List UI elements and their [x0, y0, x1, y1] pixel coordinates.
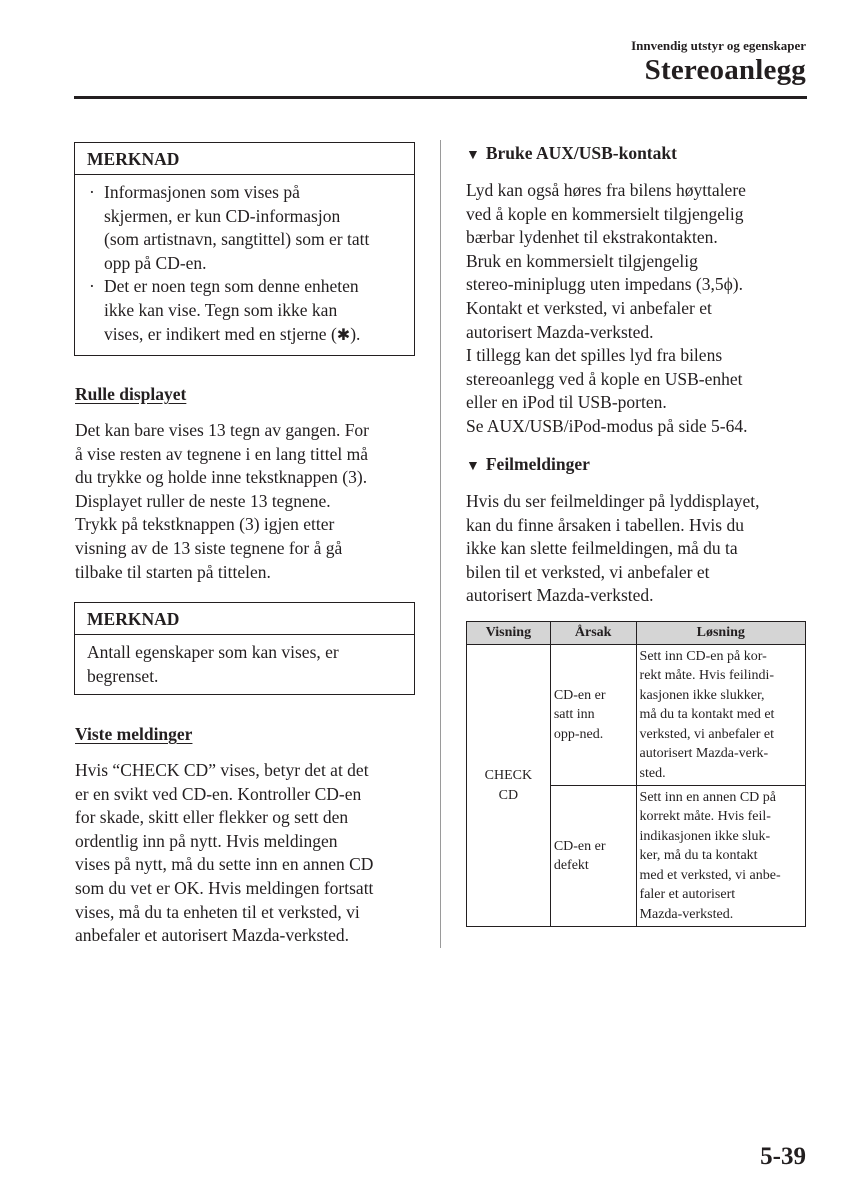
text-line: vises, må du ta enheten til et verksted, vi [75, 901, 360, 922]
text-line: ker, må du ta kontakt [639, 848, 758, 864]
section-title-aux [466, 143, 677, 164]
text-line: autorisert Mazda-verk- [639, 746, 769, 762]
text-line: satt inn [553, 707, 595, 723]
text-line: må du ta kontakt med et [639, 707, 775, 723]
page-title: Stereoanlegg [644, 54, 806, 86]
note-box-display-info [74, 142, 415, 356]
text-line: Mazda-verksted. [639, 906, 734, 922]
header-rule [74, 96, 807, 99]
solution-cell [636, 786, 805, 927]
aux-paragraph [466, 179, 747, 439]
text-line: anbefaler et autorisert Mazda-verksted. [75, 925, 350, 946]
text-line: ikke kan vise. Tegn som ikke kan [104, 299, 338, 320]
text-line: visning av de 13 siste tegnene for å gå [75, 537, 343, 558]
text-line: bærbar lydenhet til ekstrakontakten. [466, 227, 718, 248]
note-body [75, 635, 414, 694]
text-line: opp-ned. [553, 726, 604, 742]
bullet-dot: · [89, 182, 95, 202]
triangle-down-icon: ▼ [466, 148, 480, 163]
text-line: Sett inn en annen CD på [639, 790, 777, 806]
column-header-solution: Løsning [636, 622, 805, 645]
text-line: kan du finne årsaken i tabellen. Hvis du [466, 514, 744, 535]
text-line: ved å kople en kommersielt tilgjengelig [466, 203, 744, 224]
messages-paragraph [75, 759, 373, 948]
bullet-dot: · [89, 276, 95, 297]
text-line: Det er noen tegn som denne enheten [104, 276, 359, 297]
column-header-cause: Årsak [550, 622, 636, 645]
text-line: stereoanlegg ved å kople en USB-enhet [466, 368, 743, 389]
scroll-paragraph [75, 419, 369, 584]
section-title-scroll: Rulle displayet [75, 384, 187, 404]
text-line: begrenset. [87, 665, 159, 686]
text-line: med et verksted, vi anbe- [639, 867, 781, 883]
text-line [104, 323, 404, 347]
text-line: kasjonen ikke slukker, [639, 687, 765, 703]
bullet-item [87, 181, 404, 275]
text-line: autorisert Mazda-verksted. [466, 321, 654, 342]
text-line: Se AUX/USB/iPod-modus på side 5-64. [466, 415, 748, 436]
text-line: (som artistnavn, sangtittel) som er tatt [104, 229, 370, 250]
text-line: opp på CD-en. [104, 252, 207, 273]
text-line: Informasjonen som vises på [104, 182, 300, 202]
text-line: CD-en er [553, 838, 606, 854]
text-line: Trykk på tekstknappen (3) igjen etter [75, 514, 335, 535]
text-line: for skade, skitt eller flekker og sett den [75, 807, 349, 828]
text-line: ikke kan slette feilmeldingen, må du ta [466, 538, 738, 559]
text-line: rekt måte. Hvis feilindi- [639, 668, 775, 684]
text-line: korrekt måte. Hvis feil- [639, 809, 771, 825]
text-line: indikasjonen ikke sluk- [639, 828, 771, 844]
star-icon: ✱ [336, 324, 351, 344]
note-heading: MERKNAD [75, 603, 414, 635]
text-line: ordentlig inn på nytt. Hvis meldingen [75, 830, 338, 851]
text-line: tilbake til starten på tittelen. [75, 561, 271, 582]
text-line: å vise resten av tegnene i en lang tittel må [75, 443, 369, 464]
text-line: Sett inn CD-en på kor- [639, 649, 767, 665]
text-line: sted. [639, 765, 666, 781]
text-line: Displayet ruller de neste 13 tegnene. [75, 490, 331, 511]
chapter-subtitle: Innvendig utstyr og egenskaper [631, 38, 806, 53]
column-header-display: Visning [467, 622, 551, 645]
note-heading: MERKNAD [75, 143, 414, 175]
triangle-down-icon: ▼ [466, 459, 480, 474]
text-line: Lyd kan også høres fra bilens høyttalere [466, 180, 746, 200]
section-title-text: Bruke AUX/USB-kontakt [485, 143, 677, 163]
column-divider [440, 140, 441, 948]
section-title-errors [466, 454, 590, 475]
section-title-text: Feilmeldinger [485, 454, 590, 474]
text-line: vises på nytt, må du sette inn en annen CD [75, 854, 374, 875]
text-line: som du vet er OK. Hvis meldingen fortsatt [75, 877, 374, 898]
note-body [75, 175, 414, 352]
text-line: eller en iPod til USB-porten. [466, 392, 667, 413]
table-header-row [467, 622, 806, 645]
note-box-features [74, 602, 415, 695]
bullet-item [87, 275, 404, 346]
text-line: CD [498, 787, 519, 803]
text-line: er en svikt ved CD-en. Kontroller CD-en [75, 783, 362, 804]
error-table [466, 621, 806, 927]
text-line: verksted, vi anbefaler et [639, 726, 775, 742]
text-line: Bruk en kommersielt tilgjengelig [466, 250, 698, 271]
display-cell [467, 645, 551, 927]
errors-paragraph [466, 490, 760, 608]
section-title-messages: Viste meldinger [75, 724, 193, 744]
cause-cell [550, 645, 636, 786]
text-line: defekt [553, 858, 589, 873]
text-line: Antall egenskaper som kan vises, er [87, 642, 339, 662]
text-line: Hvis “CHECK CD” vises, betyr det at det [75, 760, 369, 780]
text-fragment: vises, er indikert med en stjerne ( [104, 323, 337, 344]
solution-cell [636, 645, 805, 786]
text-line: stereo-miniplugg uten impedans (3,5ϕ). [466, 274, 744, 295]
text-line: Det kan bare vises 13 tegn av gangen. For [75, 420, 370, 440]
text-line: skjermen, er kun CD-informasjon [104, 205, 341, 226]
text-fragment: ). [350, 323, 361, 344]
cause-cell [550, 786, 636, 927]
text-line: I tillegg kan det spilles lyd fra bilens [466, 345, 723, 366]
text-line: bilen til et verksted, vi anbefaler et [466, 561, 710, 582]
text-line: Hvis du ser feilmeldinger på lyddisplayet, [466, 491, 760, 511]
text-line: Kontakt et verksted, vi anbefaler et [466, 297, 712, 318]
text-line: faler et autorisert [639, 887, 736, 903]
text-line: CHECK [484, 768, 533, 784]
table-row [467, 645, 806, 786]
page-number: 5-39 [760, 1143, 806, 1170]
text-line: CD-en er [553, 687, 606, 703]
text-line: du trykke og holde inne tekstknappen (3). [75, 467, 368, 488]
text-line: autorisert Mazda-verksted. [466, 585, 654, 606]
